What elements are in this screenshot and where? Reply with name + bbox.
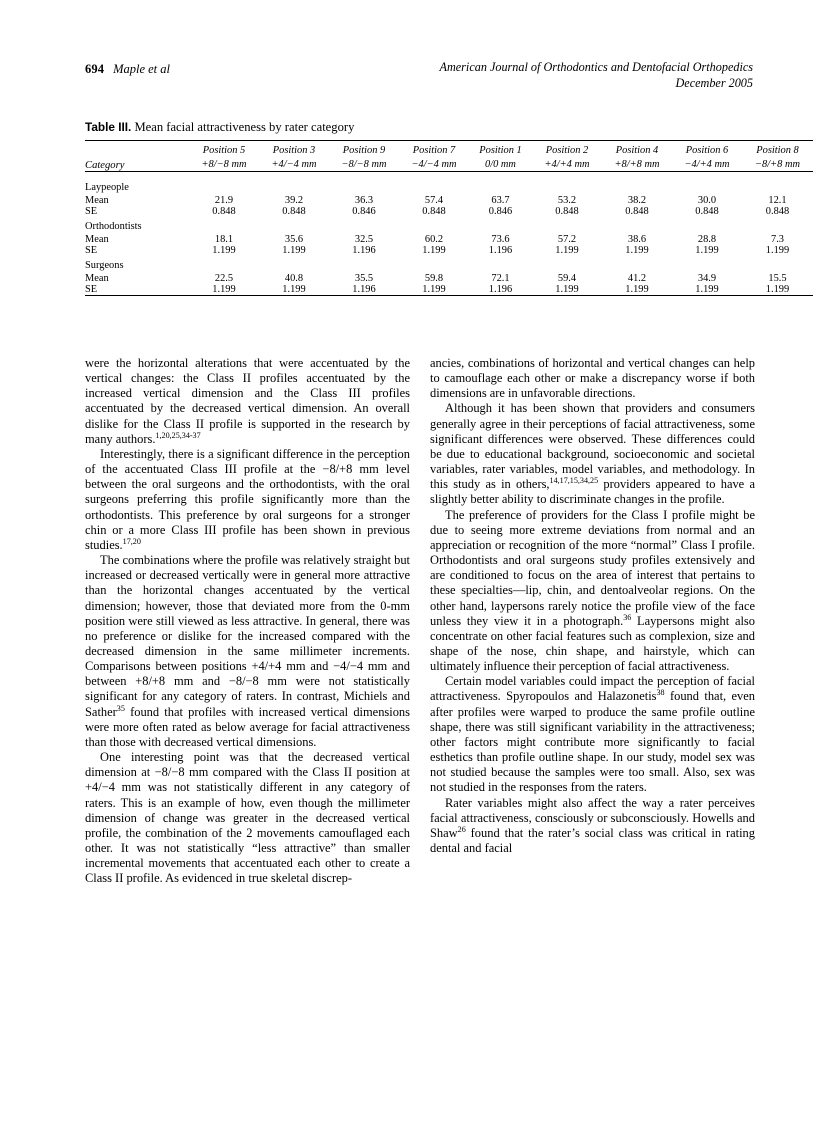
table-cell-empty <box>189 256 259 271</box>
running-head-authors: Maple et al <box>113 62 170 76</box>
body-paragraph: ancies, combinations of horizontal and vertical changes can help to camouflage each other or make a discrepancy worse if both dimensions are in unfavorable directions. <box>430 356 755 401</box>
table-group-label: Orthodontists <box>85 221 142 232</box>
table-cell-empty <box>189 176 259 193</box>
table-row <box>85 206 813 217</box>
table-cell-empty <box>469 217 532 232</box>
table-cell-value: 57.4 <box>424 195 444 206</box>
table-cell-value: 1.199 <box>422 284 446 295</box>
table-cell-value: 57.2 <box>557 234 577 245</box>
table-cell-empty <box>672 217 742 232</box>
table-row-label: SE <box>85 206 98 217</box>
table-cell-value: 0.846 <box>352 206 376 217</box>
table-cell-value: 34.9 <box>697 273 717 284</box>
reference-superscript: 26 <box>457 824 466 834</box>
table-cell-value: 30.0 <box>697 195 717 206</box>
column-header-position-shift: +4/+4 mm <box>544 158 590 170</box>
table-row-label: SE <box>85 284 98 295</box>
column-header-position-2 <box>259 144 329 172</box>
reference-superscript: 35 <box>116 703 125 713</box>
table-cell-empty <box>399 217 469 232</box>
table-cell-value: 35.5 <box>354 273 374 284</box>
table-cell-value: 41.2 <box>627 273 647 284</box>
table-cell-value: 60.2 <box>424 234 444 245</box>
left-text-column <box>85 356 410 1046</box>
issue-date: December 2005 <box>675 75 753 90</box>
column-header-position-shift: 0/0 mm <box>485 158 516 170</box>
column-header-position-shift: +8/−8 mm <box>201 158 247 170</box>
table-cell-value: 1.196 <box>352 284 376 295</box>
table-cell-value: 1.196 <box>488 245 513 256</box>
table-group-row <box>85 217 813 232</box>
table-cell-value: 1.199 <box>422 245 446 256</box>
body-paragraph: Interestingly, there is a significant difference in the perception of the accentuated Class III profile at the −8/+8 mm level between the oral surgeons and the orthodontists, with the oral surgeons preferring this profile significantly more than the orthodontists. This preference by oral surgeons for a stronger chin or a more Class III profile has been shown in previous studies.$^{17,20}$ <box>85 446 410 552</box>
table-cell-empty <box>672 256 742 271</box>
table-cell-value: 0.848 <box>695 206 719 217</box>
table-row <box>85 284 813 296</box>
table-cell-empty <box>672 176 742 193</box>
reference-superscript: 14,17,15,34,25 <box>549 476 599 486</box>
table-cell-value: 22.5 <box>214 273 234 284</box>
table-cell-empty <box>742 217 813 232</box>
table-cell-value: 1.199 <box>555 284 579 295</box>
column-header-position-shift: +4/−4 mm <box>271 158 317 170</box>
table-cell-empty <box>259 176 329 193</box>
column-header-position-name: Position 2 <box>545 145 589 156</box>
table-header-row <box>85 144 813 172</box>
column-header-position-shift: −8/−8 mm <box>341 158 387 170</box>
table-cell-value: 1.199 <box>282 284 306 295</box>
table-cell-value: 0.848 <box>555 206 579 217</box>
table-cell-empty <box>469 256 532 271</box>
body-paragraph: Although it has been shown that providers and consumers generally agree in their perceptions of facial attractiveness, some significant differences were observed. These differences could be due to educational background, socioeconomic and societal variables, rater variables, model variables, and methodology. In this study as in others,$^{14,17,15,34,25}$ providers appeared to have a slightly better ability to discriminate changes in the profile. <box>430 401 755 507</box>
table-row-label: Mean <box>85 273 109 284</box>
column-header-position-shift: −4/+4 mm <box>684 158 730 170</box>
body-paragraph: One interesting point was that the decreased vertical dimension at −8/−8 mm compared with the Class II position at +4/−4 mm was not statistically different in any category of raters. This is an example of how, even though the millimeter dimension of change was greater in the decreased vertical profile, the combination of the 2 movements camouflaged each other. It was not statistically “less attractive” than smaller incremental movements that accentuated each other to create a Class II profile. As evidenced in true skeletal discrep- <box>85 750 410 886</box>
table-cell-empty <box>329 217 399 232</box>
table-cell-empty <box>532 217 602 232</box>
table-title: Mean facial attractiveness by rater category <box>134 120 355 134</box>
column-header-position-1 <box>189 144 259 172</box>
table-cell-value: 39.2 <box>284 195 304 206</box>
table-cell-value: 1.199 <box>555 245 579 256</box>
table-cell-value: 15.5 <box>768 273 787 284</box>
column-header-category: Category <box>85 160 125 171</box>
table-cell-value: 59.8 <box>424 273 444 284</box>
table-cell-value: 18.1 <box>214 234 234 245</box>
reference-superscript: 17,20 <box>122 536 141 546</box>
running-head <box>85 60 753 98</box>
right-text-column <box>430 356 755 1046</box>
reference-superscript: 36 <box>623 612 632 622</box>
column-header-position-name: Position 1 <box>479 145 522 156</box>
table-cell-value: 1.199 <box>625 284 649 295</box>
body-columns <box>85 356 755 1046</box>
running-head-right <box>440 60 753 91</box>
table-cell-value: 21.9 <box>214 195 234 206</box>
table-cell-value: 1.196 <box>352 245 376 256</box>
table-cell-empty <box>399 176 469 193</box>
table-row-label: Mean <box>85 195 109 206</box>
column-header-position-name: Position 8 <box>756 145 799 156</box>
table-cell-value: 1.196 <box>488 284 513 295</box>
table-cell-value: 1.199 <box>212 284 236 295</box>
table-cell-empty <box>259 217 329 232</box>
column-header-position-name: Position 4 <box>615 145 659 156</box>
table-cell-empty <box>259 256 329 271</box>
mean-facial-attractiveness-table <box>85 140 813 299</box>
body-paragraph: The combinations where the profile was relatively straight but increased or decreased vertically were in general more attractive than the horizontal changes accentuated by the vertical dimension; however, those that deviated more from the 0-mm position were still viewed as less attractive. In general, there was no preference or dislike for the increased compared with the decreased dimension in the same millimeter increments. Comparisons between positions +4/+4 mm and −4/−4 mm and between +8/+8 mm and −8/−8 mm were not statistically significant for any category of raters. In contrast, Michiels and Sather$^{35}$ found that profiles with increased vertical dimensions were more often rated as below average for facial attractiveness than those with decreased vertical dimensions. <box>85 553 410 749</box>
column-header-position-9 <box>742 144 813 172</box>
table-cell-empty <box>742 176 813 193</box>
reference-superscript: 1,20,25,34-37 <box>155 430 201 440</box>
table-row <box>85 232 813 245</box>
table-cell-value: 0.848 <box>282 206 306 217</box>
table-cell-value: 72.1 <box>491 273 510 284</box>
body-paragraph: The preference of providers for the Class I profile might be due to seeing more extreme deviations from normal and an appreciation or recognition of the more “normal” Class I profile. Orthodontists and oral surgeons study profiles extensively and are conditioned to focus on the area of interest that pertains to these specialties—lip, chin, and dentoalveolar regions. On the other hand, laypersons rarely notice the profile view of the face unless they view it in a photograph.$^{36}$ Laypersons might also concentrate on other facial features such as complexion, size and shape of the nose, chin shape, and hairstyle, which can ultimately influence their perception of facial attractiveness. <box>430 507 755 674</box>
column-header-position-name: Position 7 <box>412 145 456 156</box>
page-folio: 694 <box>85 62 105 76</box>
table-cell-empty <box>532 176 602 193</box>
table-cell-value: 7.3 <box>771 234 784 245</box>
table-cell-empty <box>189 217 259 232</box>
body-paragraph: Certain model variables could impact the perception of facial attractiveness. Spyropoulos and Halazonetis$^{38}$ found that, even after profiles were warped to produce the same profile outline shape, there was still significant variability in the attractiveness; other factors might contribute more significantly to facial esthetics than profile outline shape. In our study, model sex was not studied because the samples were too small. Also, sex was not studied in the responses from the raters. <box>430 674 755 795</box>
column-header-position-name: Position 5 <box>202 145 246 156</box>
table-cell-value: 40.8 <box>284 273 304 284</box>
table-cell-value: 35.6 <box>284 234 304 245</box>
table-row <box>85 271 813 284</box>
column-header-position-shift: −4/−4 mm <box>411 158 457 170</box>
table-cell-value: 28.8 <box>697 234 717 245</box>
table-cell-empty <box>602 217 672 232</box>
body-paragraph: Rater variables might also affect the way a rater perceives facial attractiveness, consciously or subconsciously. Howells and Shaw$^{26}$ found that the rater’s social class was critical in rating dental and facial <box>430 795 755 855</box>
column-header-position-name: Position 9 <box>342 145 386 156</box>
table-cell-empty <box>532 256 602 271</box>
table-cell-value: 0.848 <box>625 206 649 217</box>
table-cell-empty <box>602 256 672 271</box>
table-cell-value: 1.199 <box>625 245 649 256</box>
table-block <box>85 120 800 299</box>
table-cell-empty <box>399 256 469 271</box>
column-header-position-shift: +8/+8 mm <box>614 158 660 170</box>
table-cell-value: 1.199 <box>282 245 306 256</box>
table-cell-empty <box>329 176 399 193</box>
table-group-label: Surgeons <box>85 260 124 271</box>
body-paragraph: were the horizontal alterations that were accentuated by the vertical changes: the Class II profiles accentuated by the increased vertical dimension and the Class III profiles accentuated by the decreased vertical dimension. An overall dislike for the Class II profile is supported in the research by many authors.$^{1,20,25,34-37}$ <box>85 356 410 446</box>
reference-superscript: 38 <box>656 688 665 698</box>
table-cell-empty <box>469 176 532 193</box>
table-cell-value: 38.2 <box>627 195 647 206</box>
column-header-position-4 <box>399 144 469 172</box>
column-header-position-shift: −8/+8 mm <box>755 158 800 170</box>
column-header-position-name: Position 3 <box>272 145 316 156</box>
table-cell-value: 12.1 <box>768 195 787 206</box>
table-cell-value: 1.199 <box>695 284 719 295</box>
table-cell-empty <box>742 256 813 271</box>
table-rule <box>85 296 813 300</box>
table-cell-value: 63.7 <box>491 195 510 206</box>
table-cell-value: 0.848 <box>212 206 236 217</box>
table-cell-value: 0.848 <box>422 206 446 217</box>
table-cell-value: 1.199 <box>765 284 790 295</box>
running-head-left <box>85 60 170 78</box>
table-group-label: Laypeople <box>85 182 129 193</box>
table-cell-value: 1.199 <box>765 245 790 256</box>
table-cell-value: 53.2 <box>557 195 577 206</box>
table-group-row <box>85 256 813 271</box>
table-cell-value: 1.199 <box>695 245 719 256</box>
table-cell-value: 0.848 <box>765 206 790 217</box>
table-cell-value: 36.3 <box>354 195 374 206</box>
table-row-label: Mean <box>85 234 109 245</box>
table-cell-empty <box>329 256 399 271</box>
table-cell-value: 73.6 <box>491 234 510 245</box>
table-group-row <box>85 176 813 193</box>
table-caption <box>85 120 753 135</box>
table-row-label: SE <box>85 245 98 256</box>
table-row <box>85 193 813 206</box>
table-cell-value: 0.846 <box>488 206 513 217</box>
column-header-position-5 <box>469 144 532 172</box>
column-header-position-6 <box>532 144 602 172</box>
table-cell-value: 1.199 <box>212 245 236 256</box>
column-header-position-7 <box>602 144 672 172</box>
table-cell-value: 38.6 <box>627 234 647 245</box>
table-cell-value: 59.4 <box>557 273 577 284</box>
column-header-position-name: Position 6 <box>685 145 729 156</box>
column-header-position-3 <box>329 144 399 172</box>
table-cell-value: 32.5 <box>354 234 374 245</box>
table-cell-empty <box>602 176 672 193</box>
column-header-position-8 <box>672 144 742 172</box>
table-label: Table III. <box>85 120 132 134</box>
table-row <box>85 245 813 256</box>
journal-title: American Journal of Orthodontics and Dentofacial Orthopedics <box>439 60 753 74</box>
